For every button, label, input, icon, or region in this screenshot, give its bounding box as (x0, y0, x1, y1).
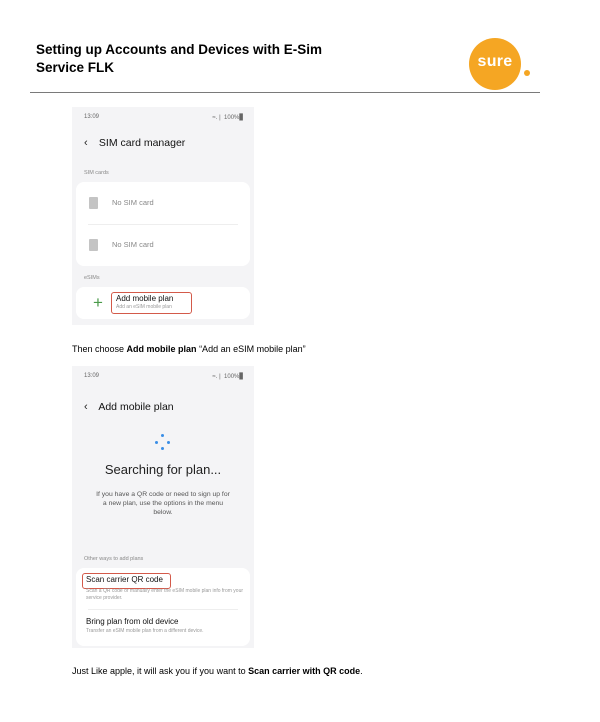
back-chevron-icon[interactable]: ‹ (84, 401, 88, 413)
sim-card-icon (89, 197, 98, 209)
loading-spinner-icon (154, 434, 172, 452)
caption-1 (72, 344, 306, 354)
sim-card-icon (89, 239, 98, 251)
scan-qr-option-subtitle: Scan a QR code or manually enter the eSIM mobile plan info from your service provider. (86, 588, 244, 601)
sim-section-label: SIM cards (84, 170, 109, 176)
sim-slot-label: No SIM card (112, 198, 154, 207)
status-bar (84, 373, 244, 383)
caption-2 (72, 666, 363, 676)
logo-text: sure (477, 53, 513, 70)
searching-description: If you have a QR code or need to sign up for a new plan, use the options in the menu below. (96, 491, 230, 516)
sim-slot-2[interactable] (76, 225, 250, 265)
caption-2-prefix: Just Like apple, it will ask you if you want to (72, 666, 249, 676)
divider (88, 609, 238, 610)
status-icons: ≈.❘ 100%▊ (212, 115, 244, 121)
sure-logo (469, 38, 521, 90)
spinner-dot (167, 441, 170, 444)
caption-2-bold: Scan carrier with QR code (248, 666, 361, 676)
options-card (76, 568, 250, 646)
status-time: 13:09 (84, 373, 100, 379)
screen-title: SIM card manager (98, 137, 186, 149)
sim-slot-label: No SIM card (112, 240, 154, 249)
other-ways-label: Other ways to add plans (84, 556, 144, 562)
searching-title: Searching for plan... (104, 462, 222, 477)
caption-2-suffix: . (360, 666, 363, 676)
caption-1-suffix: “Add an eSIM mobile plan” (196, 344, 306, 354)
document-title: Setting up Accounts and Devices with E-Sim Service FLK (36, 42, 323, 75)
screen-header (84, 401, 174, 417)
back-chevron-icon[interactable]: ‹ (84, 137, 88, 149)
caption-1-bold: Add mobile plan (126, 344, 197, 354)
spinner-dot (161, 434, 164, 437)
esim-section-label: eSIMs (84, 275, 100, 281)
status-icons: ≈.❘ 100%▊ (212, 374, 244, 380)
logo-dot (524, 70, 530, 76)
plus-icon: + (93, 293, 103, 312)
screen-title: Add mobile plan (98, 401, 174, 413)
bring-plan-option-subtitle: Transfer an eSIM mobile plan from a different device. (86, 628, 204, 634)
header-divider (30, 92, 540, 93)
sim-slot-1[interactable] (76, 183, 250, 223)
caption-1-prefix: Then choose (72, 344, 127, 354)
bring-plan-option-title[interactable]: Bring plan from old device (86, 617, 179, 626)
scan-qr-option-title[interactable]: Scan carrier QR code (86, 575, 163, 584)
add-plan-title: Add mobile plan (116, 294, 174, 303)
sim-cards-card (76, 182, 250, 266)
add-mobile-plan-screenshot (72, 366, 254, 648)
status-time: 13:09 (84, 114, 100, 120)
add-plan-subtitle: Add an eSIM mobile plan (116, 304, 172, 310)
sim-card-manager-screenshot (72, 107, 254, 325)
screen-header (84, 137, 185, 153)
spinner-dot (161, 447, 164, 450)
spinner-dot (155, 441, 158, 444)
add-mobile-plan-row[interactable] (76, 287, 250, 319)
status-bar (84, 114, 244, 124)
